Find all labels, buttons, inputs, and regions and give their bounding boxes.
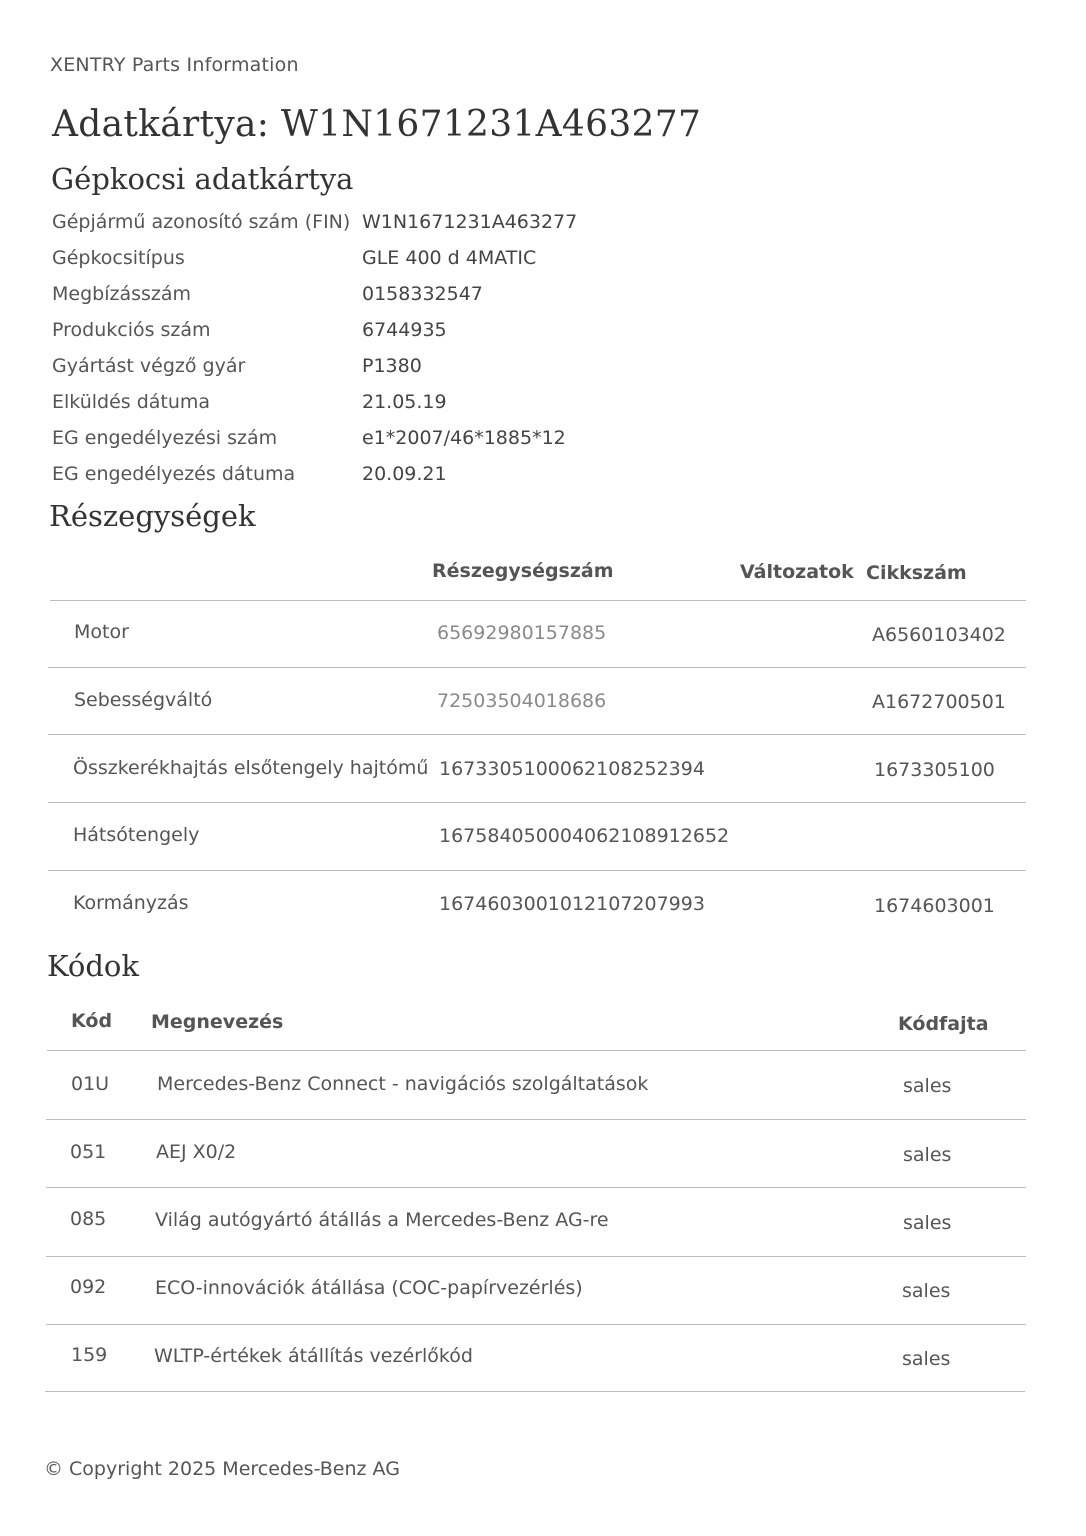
code-type: sales [903,1075,952,1097]
code-type: sales [903,1212,952,1234]
code: 092 [70,1276,107,1298]
app-title: XENTRY Parts Information [50,54,299,76]
codes-section-title: Kódok [47,949,139,983]
table-divider [45,1391,1025,1392]
code-type: sales [903,1144,952,1166]
table-divider [46,1256,1026,1257]
code-name: AEJ X0/2 [156,1141,237,1163]
table-divider [48,802,1026,803]
assembly-name: Kormányzás [73,892,189,914]
assembly-number: 72503504018686 [437,690,607,712]
column-header-variants: Változatok [740,561,854,583]
copyright: © Copyright 2025 Mercedes-Benz AG [44,1458,400,1480]
column-header-part-number: Cikkszám [866,562,967,584]
assembly-part-number: A1672700501 [872,691,1006,713]
code-type: sales [902,1348,951,1370]
info-label: Megbízásszám [52,283,192,305]
code-name: Mercedes-Benz Connect - navigációs szolgáltatások [157,1073,649,1095]
column-header-type: Kódfajta [898,1013,989,1035]
assembly-name: Hátsótengely [73,824,200,846]
assembly-part-number: A6560103402 [872,624,1006,646]
assemblies-section-title: Részegységek [49,499,256,533]
table-divider [48,870,1026,871]
code: 159 [71,1344,108,1366]
info-label: EG engedélyezés dátuma [52,463,296,485]
info-label: Gépkocsitípus [52,247,185,269]
table-divider [47,1050,1026,1051]
assembly-number: 65692980157885 [437,622,607,644]
column-header-assembly-number: Részegységszám [432,560,614,582]
info-label: Elküldés dátuma [52,391,211,413]
info-value: 20.09.21 [362,463,447,485]
table-divider [48,667,1026,668]
code: 051 [70,1141,107,1163]
column-header-code: Kód [71,1010,113,1032]
info-value: W1N1671231A463277 [362,211,578,233]
info-value: GLE 400 d 4MATIC [362,247,537,269]
table-divider [46,1324,1026,1325]
code-name: ECO-innovációk átállása (COC-papírvezérlés) [155,1277,583,1299]
code-name: WLTP-értékek átállítás vezérlőkód [154,1345,473,1367]
table-divider [46,1119,1026,1120]
table-divider [48,734,1026,735]
page-title: Adatkártya: W1N1671231A463277 [52,104,702,145]
vehicle-section-title: Gépkocsi adatkártya [51,162,354,196]
info-label: Gépjármű azonosító szám (FIN) [52,211,351,233]
info-value: 21.05.19 [362,391,447,413]
code: 01U [71,1073,110,1095]
info-label: EG engedélyezési szám [52,427,278,449]
info-value: e1*2007/46*1885*12 [362,427,566,449]
info-label: Produkciós szám [52,319,211,341]
code-name: Világ autógyártó átállás a Mercedes-Benz AG-re [155,1209,609,1231]
table-divider [46,1187,1026,1188]
code: 085 [70,1208,107,1230]
code-type: sales [902,1280,951,1302]
column-header-name: Megnevezés [151,1011,284,1033]
info-value: P1380 [362,355,422,377]
assembly-name: Motor [74,621,129,643]
assembly-number: 1673305100062108252394 [439,758,705,780]
assembly-part-number: 1674603001 [874,895,995,917]
info-label: Gyártást végző gyár [52,355,246,377]
info-value: 0158332547 [362,283,483,305]
assembly-part-number: 1673305100 [874,759,995,781]
assembly-number: 167584050004062108912652 [439,825,730,847]
table-divider [50,600,1026,601]
assembly-number: 1674603001012107207993 [439,893,705,915]
info-value: 6744935 [362,319,447,341]
assembly-name: Összkerékhajtás elsőtengely hajtómű [73,757,429,779]
assembly-name: Sebességváltó [74,689,213,711]
